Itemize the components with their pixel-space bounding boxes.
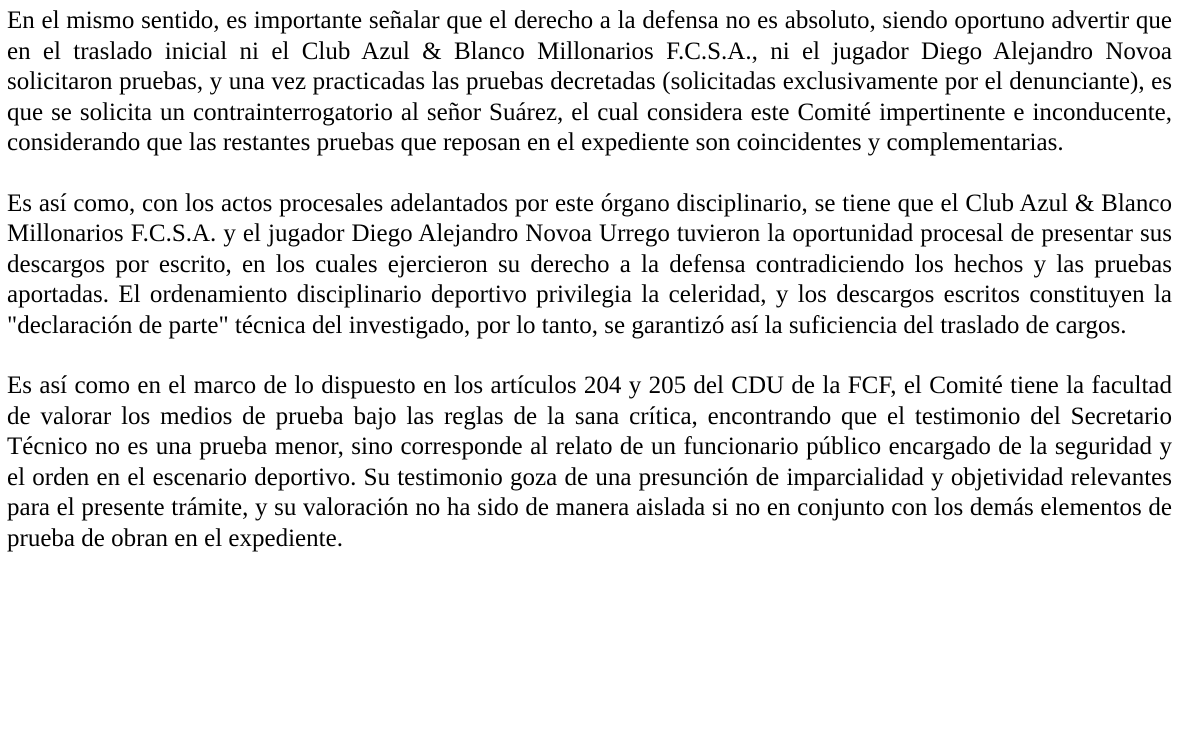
paragraph-evidence-assessment: Es así como en el marco de lo dispuesto en los artículos 204 y 205 del CDU de la FCF, el Comité tiene la facultad de valorar los medios de prueba bajo las reglas de la sana crítica, encontrando que el testimonio del Secretario Técnico no es una prueba menor, sino corresponde al relato de un funcionario público encargado de la seguridad y el orden en el escenario deportivo. Su testimonio goza de una presunción de imparcialidad y objetividad relevantes para el presente trámite, y su valoración no ha sido de manera aislada si no en conjunto con los demás elementos de prueba de obran en el expediente. [7,372,1172,552]
paragraph-right-to-defense: En el mismo sentido, es importante señalar que el derecho a la defensa no es absoluto, siendo oportuno advertir que en el traslado inicial ni el Club Azul & Blanco Millonarios F.C.S.A., ni el jugador Diego Alejandro Novoa solicitaron pruebas, y una vez practicadas las pruebas decretadas (solicitadas exclusivamente por el denunciante), es que se solicita un contrainterrogatorio al señor Suárez, el cual considera este Comité impertinente e inconducente, considerando que las restantes pruebas que reposan en el expediente son coincidentes y complementarias. [7,7,1172,156]
paragraph-procedural-acts: Es así como, con los actos procesales adelantados por este órgano disciplinario, se tiene que el Club Azul & Blanco Millonarios F.C.S.A. y el jugador Diego Alejandro Novoa Urrego tuvieron la oportunidad procesal de presentar sus descargos por escrito, en los cuales ejercieron su derecho a la defensa contradiciendo los hechos y las pruebas aportadas. El ordenamiento disciplinario deportivo privilegia la celeridad, y los descargos escritos constituyen la "declaración de parte" técnica del investigado, por lo tanto, se garantizó así la suficiencia del traslado de cargos. [7,189,1172,339]
